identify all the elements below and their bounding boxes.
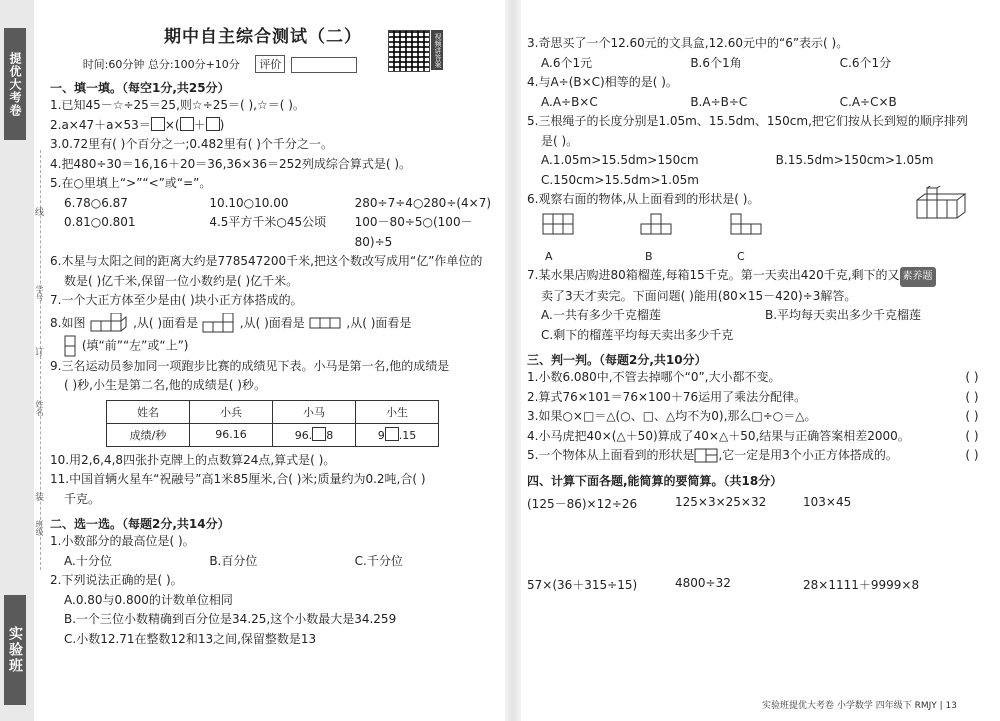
calc-item: 103×45 — [803, 494, 852, 509]
question: 1.小数部分的最高位是( )。 — [50, 534, 195, 548]
option[interactable]: C.千分位 — [354, 553, 403, 568]
option-a-shape[interactable] — [541, 212, 581, 248]
judge-answer[interactable]: ( ) — [965, 448, 979, 462]
option[interactable]: B.A÷B÷C — [690, 94, 748, 109]
view-shape-icon — [202, 313, 236, 333]
question: 1.已知45－☆÷25＝25,则☆÷25＝( ),☆＝( )。 — [50, 98, 305, 112]
judge-item: 2.算式76×101＝76×100＋76运用了乘法分配律。 ( ) — [527, 388, 989, 408]
table-header: 小马 — [273, 400, 356, 423]
option[interactable]: B.15.5dm>150cm>1.05m — [775, 153, 934, 167]
cube-stack-icon — [89, 313, 129, 333]
literacy-tag: 素养题 — [900, 267, 936, 287]
evaluation-box[interactable] — [291, 57, 357, 73]
question: 5.在○里填上“>”“<”或“=”。 — [50, 176, 212, 190]
option[interactable]: C.A÷C×B — [839, 94, 897, 109]
page-gutter — [505, 0, 521, 721]
judge-item: 1.小数6.080中,不管去掉哪个“0”,大小都不变。 ( ) — [527, 368, 989, 388]
judge-item: 5.一个物体从上面看到的形状是 ,它一定是用3个小正方体搭成的。 ( ) — [527, 446, 989, 466]
question: 6.木星与太阳之间的距离大约是778547200千米,把这个数改写成用“亿”作单位的 — [50, 254, 483, 268]
option[interactable]: A.A÷B×C — [541, 94, 598, 109]
compare-row: 0.81○0.801 4.5平方千米○45公顷 100－80÷5○(100－80)÷5 — [64, 215, 473, 249]
option[interactable]: A.十分位 — [64, 553, 112, 568]
options-row — [527, 93, 989, 113]
option[interactable]: B.6个1角 — [690, 55, 742, 70]
option[interactable]: A.6个1元 — [541, 55, 593, 70]
option[interactable]: A.一共有多少千克榴莲 — [541, 308, 661, 322]
table-header: 小生 — [356, 400, 439, 423]
name-label: 姓名 — [35, 400, 44, 416]
table-cell: 96. 8 — [273, 423, 356, 446]
option[interactable]: C.150cm>15.5dm>1.05m — [541, 172, 699, 187]
option-b-shape[interactable] — [639, 212, 679, 248]
table-cell: 成绩/秒 — [107, 423, 190, 446]
solid-figure-icon — [913, 186, 969, 222]
section-title: 四、计算下面各题,能简算的要简算。（共18分） — [527, 473, 783, 488]
question: 2.a×47＋a×53＝ ×( ＋ ) — [50, 117, 225, 132]
question: 11.中国首辆火星车“祝融号”高1米85厘米,合( )米;质量约为0.2吨,合( ) — [50, 472, 426, 486]
question: 3.0.72里有( )个百分之一;0.482里有( )个千分之一。 — [50, 137, 333, 151]
right-column — [527, 34, 989, 593]
calc-item: 28×1111＋9999×8 — [803, 577, 920, 592]
option[interactable]: A — [545, 250, 553, 263]
calc-item: 125×3×25×32 — [675, 494, 767, 509]
option-c-shape[interactable] — [729, 212, 769, 248]
question-cont: 是( )。 — [541, 133, 579, 148]
option[interactable]: A.0.80与0.800的计数单位相同 — [64, 592, 233, 607]
judge-answer[interactable]: ( ) — [965, 409, 979, 423]
question-cont: 千克。 — [64, 491, 101, 506]
judge-answer[interactable]: ( ) — [965, 370, 979, 384]
digit-box[interactable] — [312, 427, 326, 441]
view-shape-icon — [309, 316, 343, 330]
table-header: 姓名 — [107, 400, 190, 423]
options-row — [527, 306, 989, 326]
option[interactable]: C.6个1分 — [839, 55, 892, 70]
question: 7.某水果店购进80箱榴莲,每箱15千克。第一天卖出420千克,剩下的又 素养题 — [527, 266, 989, 287]
option[interactable]: A.1.05m>15.5dm>150cm — [541, 153, 699, 167]
calc-item: (125－86)×12÷26 — [527, 496, 638, 511]
cut-label: 线 — [35, 208, 45, 218]
table-cell: 96.16 — [190, 423, 273, 446]
question-cont: (填“前”“左”或“上”) — [50, 335, 500, 357]
question-cont: 卖了3天才卖完。下面问题( )能用(80×15－420)÷3解答。 — [541, 288, 857, 303]
option[interactable]: C.剩下的榴莲平均每天卖出多少千克 — [541, 327, 734, 342]
option[interactable]: C.小数12.71在整数12和13之间,保留整数是13 — [64, 631, 317, 646]
option[interactable]: C — [737, 250, 745, 263]
section-title: 一、填一填。（每空1分,共25分） — [50, 81, 230, 95]
student-id-label: 学号 — [35, 285, 44, 301]
page-title: 期中自主综合测试（二） — [164, 27, 362, 47]
judge-item: 4.小马虎把40×(△＋50)算成了40×△＋50,结果与正确答案相差2000。 ( ) — [527, 427, 989, 447]
exam-meta — [0, 55, 500, 73]
question: 6.观察右面的物体,从上面看到的形状是( )。 — [527, 192, 760, 206]
table-cell: 9 .15 — [356, 423, 439, 446]
answer-box[interactable] — [151, 117, 165, 131]
question-cont: ( )秒,小生是第二名,他的成绩是( )秒。 — [64, 378, 266, 392]
cut-label: 装 — [35, 493, 45, 503]
calc-item: 57×(36＋315÷15) — [527, 577, 638, 592]
table-header: 小兵 — [190, 400, 273, 423]
options-row — [50, 552, 500, 572]
evaluation-label: 评价 — [255, 55, 285, 73]
calc-row — [527, 576, 989, 593]
options-row — [527, 151, 989, 171]
question: 8.如图 ,从( )面看是 ,从( )面看是 ,从( )面看是 — [50, 311, 500, 335]
qr-tag: 视频讲答案 — [431, 30, 443, 70]
option[interactable]: B.一个三位小数精确到百分位是34.25,这个小数最大是34.259 — [64, 612, 397, 626]
binding-spine — [0, 0, 34, 721]
question: 3.奇思买了一个12.60元的文具盒,12.60元中的“6”表示( )。 — [527, 36, 849, 50]
options-row — [527, 54, 989, 74]
question: 2.下列说法正确的是( )。 — [50, 573, 183, 587]
page-footer: 实验班提优大考卷 小学数学 四年级下 RMJY | 13 — [762, 701, 957, 711]
question-cont: 数是( )亿千米,保留一位小数约是( )亿千米。 — [64, 273, 299, 288]
answer-box[interactable] — [206, 117, 220, 131]
left-column — [50, 22, 500, 649]
calc-item: 4800÷32 — [675, 575, 731, 590]
question: 10.用2,6,4,8四张扑克牌上的点数算24点,算式是( )。 — [50, 452, 336, 467]
q6-option-labels — [527, 250, 989, 264]
digit-box[interactable] — [385, 427, 399, 441]
question: 7.一个大正方体至少是由( )块小正方体搭成的。 — [50, 293, 303, 307]
q6-block — [527, 190, 989, 250]
calc-row — [527, 495, 989, 512]
view-shape-icon — [64, 335, 78, 357]
question: 5.三根绳子的长度分别是1.05m、15.5dm、150cm,把它们按从长到短的顺序排列 — [527, 114, 968, 128]
question: 4.与A÷(B×C)相等的是( )。 — [527, 75, 678, 89]
score-table — [106, 400, 439, 447]
top-view-shape-icon — [694, 448, 718, 464]
judge-answer[interactable]: ( ) — [965, 389, 979, 404]
question: 4.把480÷30＝16,16＋20＝36,36×36＝252列成综合算式是( )。 — [50, 156, 412, 171]
option[interactable]: B.平均每天卖出多少千克榴莲 — [765, 308, 922, 322]
class-label: 班级 — [35, 520, 44, 536]
option[interactable]: B.百分位 — [209, 553, 258, 568]
option[interactable]: B — [645, 250, 653, 263]
compare-row: 6.78○6.87 10.10○10.00 280÷7÷4○280÷(4×7) — [64, 195, 492, 210]
judge-item: 3.如果○×□＝△(○、□、△均不为0),那么□÷○＝△。 ( ) — [527, 407, 989, 427]
spine-top-label: 提优大考卷 — [4, 28, 26, 140]
judge-answer[interactable]: ( ) — [965, 428, 979, 443]
spine-bottom-label: 实验班 — [4, 595, 26, 705]
section-title: 三、判一判。（每题2分,共10分） — [527, 353, 707, 367]
answer-box[interactable] — [180, 117, 194, 131]
time-score: 时间:60分钟 总分:100分+10分 — [82, 58, 240, 71]
question: 9.三名运动员参加同一项跑步比赛的成绩见下表。小马是第一名,他的成绩是 — [50, 358, 450, 373]
section-title: 二、选一选。（每题2分,共14分） — [50, 517, 230, 531]
cut-label: 订 — [35, 348, 45, 358]
